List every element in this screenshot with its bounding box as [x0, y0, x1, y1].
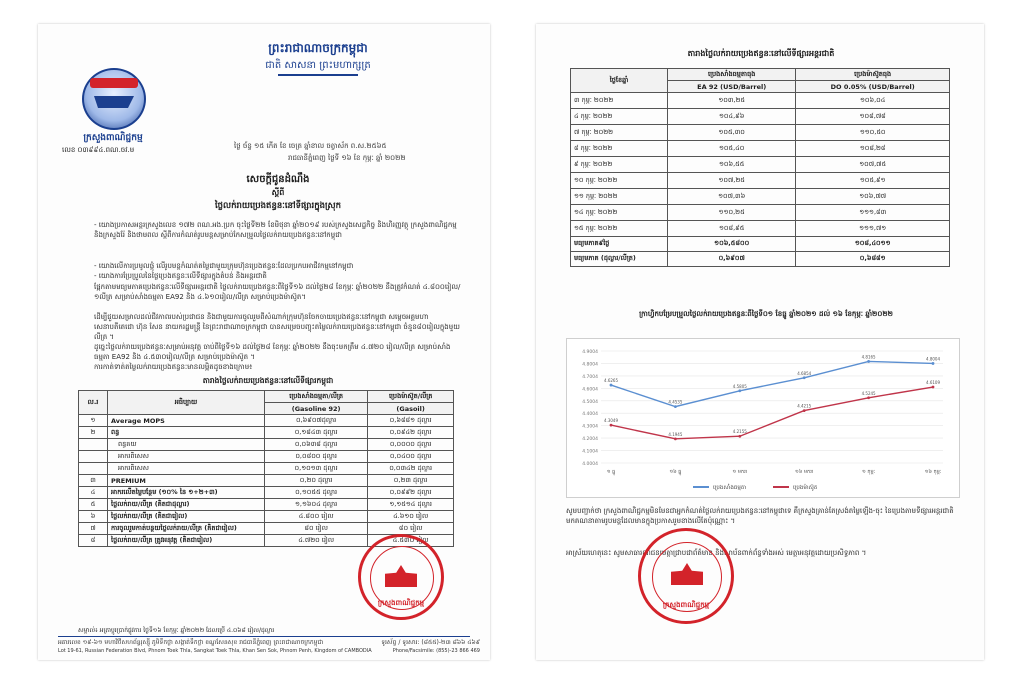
- cell-gasoil: ០,០៩៩២ ដុល្លារ: [368, 487, 454, 499]
- cell-ea92: ១០៧,២៥: [668, 173, 796, 189]
- table-row: [571, 109, 950, 125]
- cell-gasoil: ៤.៥៣០ រៀល: [368, 535, 454, 547]
- ministry-name: ក្រសួងពាណិជ្ជកម្ម: [83, 133, 143, 143]
- x-tick-label: ១៦ មករា: [794, 469, 814, 475]
- cell-date: ៤ កុម្ភៈ ២០២២: [571, 109, 668, 125]
- data-point: [610, 384, 613, 387]
- data-label: 4.5805: [732, 383, 747, 389]
- avg-ea92: ១០៦,៥៨០០: [668, 237, 796, 252]
- y-tick-label: 4.6004: [582, 387, 598, 393]
- cell-gasoline: ០,០៦៣៨ ដុល្លារ: [265, 439, 368, 451]
- cell-date: ៨ កុម្ភៈ ២០២២: [571, 141, 668, 157]
- y-tick-label: 4.5004: [582, 399, 598, 405]
- international-price-table: [570, 68, 950, 267]
- cell-ea92: ១០៧,៣៦: [668, 189, 796, 205]
- right-table-title: តារាងថ្លៃលក់រាយប្រេងឥន្ធនៈនៅលើទីផ្សារអន្តរជាតិ: [687, 49, 835, 58]
- cell-do: ១១១,៨៣: [796, 205, 950, 221]
- doc-about: ស្តីពី: [271, 188, 285, 197]
- data-point: [932, 386, 935, 389]
- cell-no: ៧: [79, 523, 108, 535]
- footer-phone-kh: ទូរស័ព្ទ / ទូរសារ: (៨៥៥)-២៣ ៨៦៦ ៤៦៩: [381, 639, 480, 646]
- data-point: [610, 424, 613, 427]
- cell-no: [79, 463, 108, 475]
- x-tick-label: ១ ធ្នូ: [606, 469, 616, 475]
- cell-gasoil: ១,១៥១៤ ដុល្លារ: [368, 499, 454, 511]
- paragraph-4: ផ្អែកតាមមធ្យមភាគប្រេងឥន្ធនៈលើទីផ្សារអន្តរជាតិ ថ្លៃលក់រាយប្រេងឥន្ធនៈពីថ្ងៃទី១៦ ដល់ថ្ងៃ២៨ ខែកុម្ភៈ ឆ្នាំ២០២២ នឹងត្រូវកំណត់ ៤.៨០០រៀល/១លីត្រ សម្រាប់សាំងធម្មតា EA92 និង ៤.៦១០រៀល/លីត្រ សម្រាប់ប្រេងម៉ាស៊ូត។: [94, 283, 461, 301]
- y-tick-label: 4.4004: [582, 412, 598, 418]
- cell-desc: អាករពិសេស: [108, 451, 265, 463]
- cell-gasoil: ០,០៣៤២ ដុល្លារ: [368, 463, 454, 475]
- cell-gasoline: ០,១០១៣ ដុល្លារ: [265, 463, 368, 475]
- x-tick-label: ១ កុម្ភៈ: [861, 469, 876, 475]
- left-document-page: [38, 24, 490, 660]
- cell-gasoline: ៨០ រៀល: [265, 523, 368, 535]
- official-stamp-right: ក្រសួងពាណិជ្ជកម្ម: [638, 528, 734, 624]
- right-document-page: [536, 24, 984, 660]
- table-row: [571, 189, 950, 205]
- data-point: [803, 409, 806, 412]
- ref-number: លេខ ០៣៩៩៤.ពណ.ចវ.ម: [62, 146, 135, 154]
- avg-label: មធ្យមភាគ៩ថ្ងៃ: [571, 237, 668, 252]
- data-point: [932, 362, 935, 365]
- paragraph-1: - យោងប្រកាសអន្តរក្រសួងលេខ ១៧២ ពណ.អង.ប្រក ចុះថ្ងៃទី២២ ខែមិថុនា ឆ្នាំ២០១៩ របស់ក្រសួងសេដ្ឋកិច្ច និងហិរញ្ញវត្ថុ ក្រសួងពាណិជ្ជកម្ម និងក្រសួងរ៉ែ និងថាមពល ស្តីពីការកំណត់រូបមន្តសម្រាប់កែសម្រួលថ្លៃលក់រាយប្រេងឥន្ធនៈនៅកម្ពុជា: [94, 221, 457, 239]
- paragraph-2: - យោងលើការប្រមូលផ្តុំ លើរូបមន្តកំណត់តម្លៃជាមួយក្រុមហ៊ុនប្រេងឥន្ធនៈដែលប្រកបអាជីវកម្មនៅកម្ពុជា: [94, 262, 354, 270]
- cell-ea92: ១០៦,៥៥: [668, 157, 796, 173]
- fuel-price-table: [78, 390, 454, 547]
- table-row: [79, 415, 454, 427]
- avg-liter-ea92: ០,៦៩០៧: [668, 252, 796, 267]
- cell-do: ១០៨,៧៨: [796, 109, 950, 125]
- cell-date: ៧ កុម្ភៈ ២០២២: [571, 125, 668, 141]
- data-point: [867, 360, 870, 363]
- y-tick-label: 4.2004: [582, 437, 598, 443]
- data-point: [738, 435, 741, 438]
- table-row: [571, 141, 950, 157]
- paragraph-5: ដើម្បីជួយសម្រាលដល់ជីវភាពរបស់ប្រជាជន និងជាមួយការចូលរួមពីសំណាក់ក្រុមហ៊ុនចែកចាយប្រេងឥន្ធនៈនៅកម្ពុជា សម្តេចអគ្គមហាសេនាបតីតេជោ ហ៊ុន សែន នាយករដ្ឋមន្ត្រី នៃព្រះរាជាណាចក្រកម្ពុជា បានសម្រេចបញ្ចុះតម្លៃលក់រាយប្រេងឥន្ធនៈនៅកម្ពុជា ចំនួន៨០រៀលក្នុងមួយលីត្រ ។: [94, 313, 460, 341]
- left-table-title: តារាងថ្លៃលក់រាយប្រេងឥន្ធនៈនៅលើទីផ្សារកម្ពុជា: [202, 376, 334, 385]
- paragraph-3: - យោងការប្រែប្រួលនៃថ្លៃប្រេងឥន្ធនៈលើទីផ្សារក្នុងតំបន់ និងអន្តរជាតិ: [94, 272, 267, 280]
- col-header-gasoline: ប្រេងសាំងធម្មតា/លីត្រ: [265, 391, 368, 403]
- cell-no: ៥: [79, 499, 108, 511]
- cell-gasoline: ០,០៨០០ ដុល្លារ: [265, 451, 368, 463]
- cell-gasoline: ១,១៦០៤ ដុល្លារ: [265, 499, 368, 511]
- cell-date: ៣ កុម្ភៈ ២០២២: [571, 93, 668, 109]
- cell-do: ១០៦,៧៧: [796, 189, 950, 205]
- cell-gasoil: ៤.៦១០ រៀល: [368, 511, 454, 523]
- col-header-gasoil: ប្រេងម៉ាស៊ូត/លីត្រ: [368, 391, 454, 403]
- motto: ជាតិ សាសនា ព្រះមហាក្សត្រ: [265, 60, 371, 71]
- data-point: [867, 396, 870, 399]
- data-label: 4.4215: [797, 403, 812, 409]
- motto-ornament: [278, 74, 358, 76]
- right-paragraph-1: សូមបញ្ជាក់ថា ក្រសួងពាណិជ្ជកម្មមិនមែនជាអ្នកកំណត់ថ្លៃលក់រាយប្រេងឥន្ធនៈនៅកម្ពុជាទេ គឺក្រសួងគ្រាន់តែស្រង់តម្លៃឡើង-ចុះ នៃប្រេងតាមទីផ្សារអន្តរជាតិ មកគណនាតាមរូបមន្តដែលមានក្នុងប្រកាសរួមខាងលើតែប៉ុណ្ណោះ ។: [566, 507, 954, 525]
- footer-address-kh: អគារលេខ ១៩-៦១ មហាវិថីសហព័ន្ធរុស្ស៊ី ភូមិទឹកថ្លា សង្កាត់ទឹកថ្លា ខណ្ឌសែនសុខ រាជធានីភ្នំពេញ ព្រះរាជាណាចក្រកម្ពុជា: [58, 639, 324, 646]
- city-date: រាជធានីភ្នំពេញ ថ្ងៃទី ១៦ ខែ កុម្ភៈ ឆ្នាំ ២០២២: [288, 154, 406, 162]
- cell-ea92: ១០៨,៩៥: [668, 221, 796, 237]
- cell-gasoline: ០,៦៩០៧ដុល្លារ: [265, 415, 368, 427]
- cell-do: ១០៥,៩១: [796, 173, 950, 189]
- cell-desc: ការចូលរួមកាត់បន្ថយថ្លៃលក់រាយ/លីត្រ (គិតជារៀល): [108, 523, 265, 535]
- cell-no: ៤: [79, 487, 108, 499]
- cell-gasoline: ៤.៧២០ រៀល: [265, 535, 368, 547]
- table-row: [79, 427, 454, 439]
- table-row: [571, 205, 950, 221]
- x-tick-label: ១៦ ធ្នូ: [669, 469, 682, 475]
- cell-gasoline: ០,១៨៤៣ ដុល្លារ: [265, 427, 368, 439]
- avg-liter-do: ០,៦៨៨១: [796, 252, 950, 267]
- col-subheader-do: DO 0.05% (USD/Barrel): [796, 81, 950, 93]
- cell-ea92: ១០៤,៩៦: [668, 109, 796, 125]
- data-label: 4.4535: [668, 399, 683, 405]
- cell-do: ១១០,៥០: [796, 125, 950, 141]
- cell-do: ១០៧,៧៥: [796, 157, 950, 173]
- cell-desc: ថ្លៃលក់រាយ/លីត្រ (គិតជាដុល្លារ): [108, 499, 265, 511]
- cell-no: ៦: [79, 511, 108, 523]
- cell-no: ៨: [79, 535, 108, 547]
- col-header-do: ប្រេងម៉ាស៊ូតធុង: [796, 69, 950, 81]
- x-tick-label: ១ មករា: [732, 469, 748, 475]
- official-stamp-left: ក្រសួងពាណិជ្ជកម្ម: [358, 534, 444, 620]
- cell-no: ១: [79, 415, 108, 427]
- paragraph-6: ដូច្នេះថ្លៃលក់រាយប្រេងឥន្ធនៈសម្រាប់អនុវត្ត ចាប់ពីថ្ងៃទី១៦ ដល់ថ្ងៃ២៨ ខែកុម្ភៈ ឆ្នាំ២០២២ នឹងចុះមកត្រឹម ៤.៧២០ រៀល/លីត្រ សម្រាប់សាំងធម្មតា EA92 និង ៤.៥៣០រៀល/លីត្រ សម្រាប់ប្រេងម៉ាស៊ូត ។: [94, 343, 451, 361]
- chart-svg: [567, 339, 959, 497]
- col-header-no: ល.រ: [79, 391, 108, 415]
- footer-divider: [58, 636, 470, 637]
- col-subheader-ea92: EA 92 (USD/Barrel): [668, 81, 796, 93]
- data-label: 4.3049: [604, 418, 618, 424]
- data-label: 4.5245: [861, 390, 876, 396]
- cell-desc: ពន្ធ: [108, 427, 265, 439]
- col-subheader-gasoline: (Gasoline 92): [265, 403, 368, 415]
- x-tick-label: ១៦ កុម្ភៈ: [924, 469, 942, 475]
- cell-desc: ថ្លៃលក់រាយ/លីត្រ ត្រូវអនុវត្ត (គិតជារៀល): [108, 535, 265, 547]
- table-row: [571, 221, 950, 237]
- data-label: 4.2155: [732, 429, 747, 435]
- right-paragraph-2: អាស្រ័យហេតុនេះ សូមសាធារណជនមេត្តាជ្រាបជាព័ត៌មាន និងស្ថាប័នពាក់ព័ន្ធទាំងអស់ មេត្តាអនុវត្តដោយប្រសិទ្ធភាព ។: [566, 549, 867, 557]
- col-header-date: ថ្ងៃខែឆ្នាំ: [571, 69, 668, 93]
- data-label: 4.8004: [926, 356, 940, 362]
- cell-date: ១៥ កុម្ភៈ ២០២២: [571, 221, 668, 237]
- cell-no: [79, 439, 108, 451]
- table-row: [571, 93, 950, 109]
- y-tick-label: 4.8004: [582, 362, 598, 368]
- table-row: [79, 475, 454, 487]
- cell-desc: PREMIUM: [108, 475, 265, 487]
- data-label: 4.6265: [604, 378, 618, 384]
- lunar-date: ថ្ងៃ ច័ន្ទ ១៥ កើត ខែ ចេត្រ ឆ្នាំខាល ចត្វាស័ក ព.ស.២៥៦៥: [234, 142, 387, 150]
- cell-date: ១៤ កុម្ភៈ ២០២២: [571, 205, 668, 221]
- cell-ea92: ១០៥,៣០: [668, 125, 796, 141]
- cell-gasoil: ០,០០០០ ដុល្លារ: [368, 439, 454, 451]
- data-label: 4.8165: [861, 354, 876, 360]
- legend-label-1: ប្រេងម៉ាស៊ូត: [793, 485, 818, 491]
- paragraph-7: ការកាត់ទាត់តម្លៃលក់រាយប្រេងឥន្ធនៈមានលម្អិតដូចខាងក្រោម៖: [94, 363, 253, 371]
- legend-label-0: ប្រេងសាំងធម្មតា: [713, 485, 747, 491]
- avg-liter-label: មធ្យមភាគ (ដុល្លារ/លីត្រ): [571, 252, 668, 267]
- table-row: [79, 439, 454, 451]
- data-label: 4.6109: [926, 380, 940, 386]
- data-label: 4.1945: [668, 431, 683, 437]
- y-tick-label: 4.9004: [582, 350, 598, 355]
- cell-desc: Average MOPS: [108, 415, 265, 427]
- y-tick-label: 4.1004: [582, 449, 598, 455]
- table-row: [79, 499, 454, 511]
- cell-no: [79, 451, 108, 463]
- cell-do: ១១១,៧១: [796, 221, 950, 237]
- table-row: [79, 487, 454, 499]
- table-row: [571, 157, 950, 173]
- table-footnote: សម្គាល់៖ អត្រាប្តូរប្រាក់ផ្លូវការ ថ្ងៃទី១៦ ខែកុម្ភៈ ឆ្នាំ២០២២ ដែលប្រើ ៤.០៦៨ រៀល/ដុល្លារ: [78, 627, 275, 634]
- col-subheader-gasoil: (Gasoil): [368, 403, 454, 415]
- cell-ea92: ១០៣,២៥: [668, 93, 796, 109]
- cell-date: ១០ កុម្ភៈ ២០២២: [571, 173, 668, 189]
- data-point: [674, 437, 677, 440]
- cell-gasoil: ០,២៣ ដុល្លារ: [368, 475, 454, 487]
- cell-desc: ពន្ធគយ: [108, 439, 265, 451]
- data-label: 4.6854: [797, 370, 812, 376]
- doc-subject: ថ្លៃលក់រាយប្រេងឥន្ធនៈនៅទីផ្សារក្នុងស្រុក: [214, 201, 342, 211]
- cell-gasoline: ៤.៨០០ រៀល: [265, 511, 368, 523]
- cell-gasoil: ០,០៤០០ ដុល្លារ: [368, 451, 454, 463]
- footer-phone-en: Phone/Facsimile: (855)-23 866 469: [392, 648, 480, 654]
- series-line-0: [611, 361, 933, 406]
- cell-no: ៣: [79, 475, 108, 487]
- data-point: [738, 389, 741, 392]
- avg-do: ១០៨,៤០១១: [796, 237, 950, 252]
- col-header-desc: អធិប្បាយ: [108, 391, 265, 415]
- chart-title: ក្រាហ្វិកបម្រែបម្រួលថ្លៃលក់រាយប្រេងឥន្ធនៈពីថ្ងៃទី០១ ខែធ្នូ ឆ្នាំ២០២១ ដល់ ១៦ ខែកុម្ភៈ ឆ្នាំ២០២២: [639, 310, 893, 318]
- table-row: [571, 125, 950, 141]
- data-point: [674, 405, 677, 408]
- table-row: [79, 523, 454, 535]
- cell-no: ២: [79, 427, 108, 439]
- cell-gasoil: ៨០ រៀល: [368, 523, 454, 535]
- cell-desc: ថ្លៃលក់រាយ/លីត្រ (គិតជារៀល): [108, 511, 265, 523]
- cell-do: ១០៦,០៤: [796, 93, 950, 109]
- cell-date: ១១ កុម្ភៈ ២០២២: [571, 189, 668, 205]
- table-row: [79, 451, 454, 463]
- cell-gasoline: ០,២០ ដុល្លារ: [265, 475, 368, 487]
- cell-ea92: ១១០,២៥: [668, 205, 796, 221]
- cell-desc: អាករពិសេស: [108, 463, 265, 475]
- cell-desc: អាករលើតម្លៃបន្ថែម (១០% នៃ ១+២+៣): [108, 487, 265, 499]
- cell-gasoil: ០,០៩៤២ ដុល្លារ: [368, 427, 454, 439]
- cell-gasoil: ០,៦៨៨១ ដុល្លារ: [368, 415, 454, 427]
- data-point: [803, 376, 806, 379]
- price-line-chart: [566, 338, 960, 498]
- col-header-ea92: ប្រេងសាំងធម្មតាធុង: [668, 69, 796, 81]
- cell-ea92: ១០៥,៤០: [668, 141, 796, 157]
- y-tick-label: 4.0004: [582, 462, 598, 467]
- table-row: [79, 463, 454, 475]
- table-row: [571, 173, 950, 189]
- cell-gasoline: ០,១០៥៥ ដុល្លារ: [265, 487, 368, 499]
- ministry-logo: [82, 68, 146, 130]
- y-tick-label: 4.3004: [582, 424, 598, 430]
- y-tick-label: 4.7004: [582, 374, 598, 380]
- doc-type: សេចក្តីជូនដំណឹង: [246, 174, 310, 185]
- footer-address-en: Lot 19-61, Russian Federation Blvd, Phnom Toek Thla, Sangkat Toek Thla, Khan Sen Sok, Phnom Penh, Kingdom of CAMBODIA: [58, 648, 372, 654]
- cell-date: ៩ កុម្ភៈ ២០២២: [571, 157, 668, 173]
- table-row: [79, 511, 454, 523]
- kingdom-title: ព្រះរាជាណាចក្រកម្ពុជា: [268, 41, 368, 55]
- cell-do: ១០៨,២៨: [796, 141, 950, 157]
